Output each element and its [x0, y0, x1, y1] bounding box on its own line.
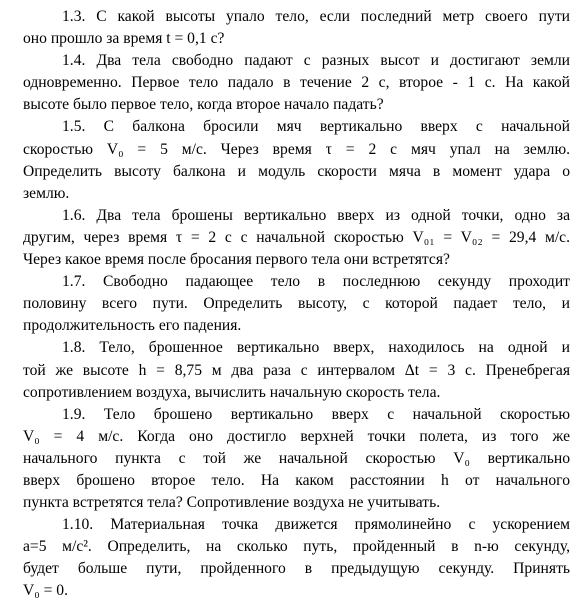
text-line: 1.3. С какой высоты упало тело, если последний метр своего пути	[62, 8, 570, 25]
problem-1-5	[23, 116, 570, 204]
text-line: V₀ = 0.	[23, 582, 68, 600]
text-line: половину всего пути. Определить высоту, с которой падает тело, и	[23, 295, 570, 313]
text-line: той же высоте h = 8,75 м два раза с интервалом Δt = 3 с. Пренебрегая	[23, 361, 570, 379]
text-line: продолжительность его падения.	[23, 317, 242, 335]
text-line: 1.6. Два тела брошены вертикально вверх из одной точки, одно за	[62, 206, 570, 224]
text-line: сопротивлением воздуха, вычислить начальную скорость тела.	[23, 383, 441, 401]
problem-1-7	[23, 271, 570, 337]
problem-1-9	[23, 404, 570, 514]
text-line: одновременно. Первое тело падало в течение 2 с, второе - 1 с. На какой	[23, 74, 570, 92]
text-line: 1.10. Материальная точка движется прямолинейно с ускорением	[62, 516, 570, 534]
text-line: оно прошло за время t = 0,1 с?	[23, 30, 225, 48]
problem-1-3	[23, 6, 570, 50]
text-line: другим, через время τ = 2 с с начальной скоростью V₀₁ = V₀₂ = 29,4 м/с.	[23, 228, 570, 246]
text-line: 1.7. Свободно падающее тело в последнюю секунду проходит	[62, 273, 570, 291]
problem-1-6	[23, 205, 570, 271]
text-line: вверх брошено второе тело. На каком расстоянии h от начального	[23, 471, 570, 489]
text-line: 1.8. Тело, брошенное вертикально вверх, находилось на одной и	[62, 339, 570, 357]
text-line: начального пункта с той же начальной скоростью V₀ вертикально	[23, 449, 570, 467]
text-line: 1.9. Тело брошено вертикально вверх с начальной скоростью	[62, 405, 570, 423]
text-line: 1.5. С балкона бросили мяч вертикально вверх с начальной	[62, 118, 570, 136]
text-line: будет больше пути, пройденного в предыдущую секунду. Принять	[23, 560, 570, 578]
text-line: V₀ = 4 м/с. Когда оно достигло верхней точки полета, из того же	[23, 427, 570, 445]
text-line: 1.4. Два тела свободно падают с разных высот и достигают земли	[62, 52, 570, 70]
text-line: землю.	[23, 184, 70, 202]
text-line: пункта встретятся тела? Сопротивление воздуха не учитывать.	[23, 494, 441, 512]
problem-1-8	[23, 337, 570, 403]
text-line: a=5 м/с². Определить, на сколько путь, пройденный в n-ю секунду,	[23, 538, 570, 556]
text-line: высоте было первое тело, когда второе начало падать?	[23, 96, 384, 114]
problem-1-4	[23, 50, 570, 116]
text-line: скоростью V₀ = 5 м/с. Через время τ = 2 с мяч упал на землю.	[23, 140, 570, 158]
text-line: Определить высоту балкона и модуль скорости мяча в момент удара о	[23, 162, 570, 180]
problem-1-10	[23, 514, 570, 602]
text-line: Через какое время после бросания первого тела они встретятся?	[23, 251, 450, 269]
